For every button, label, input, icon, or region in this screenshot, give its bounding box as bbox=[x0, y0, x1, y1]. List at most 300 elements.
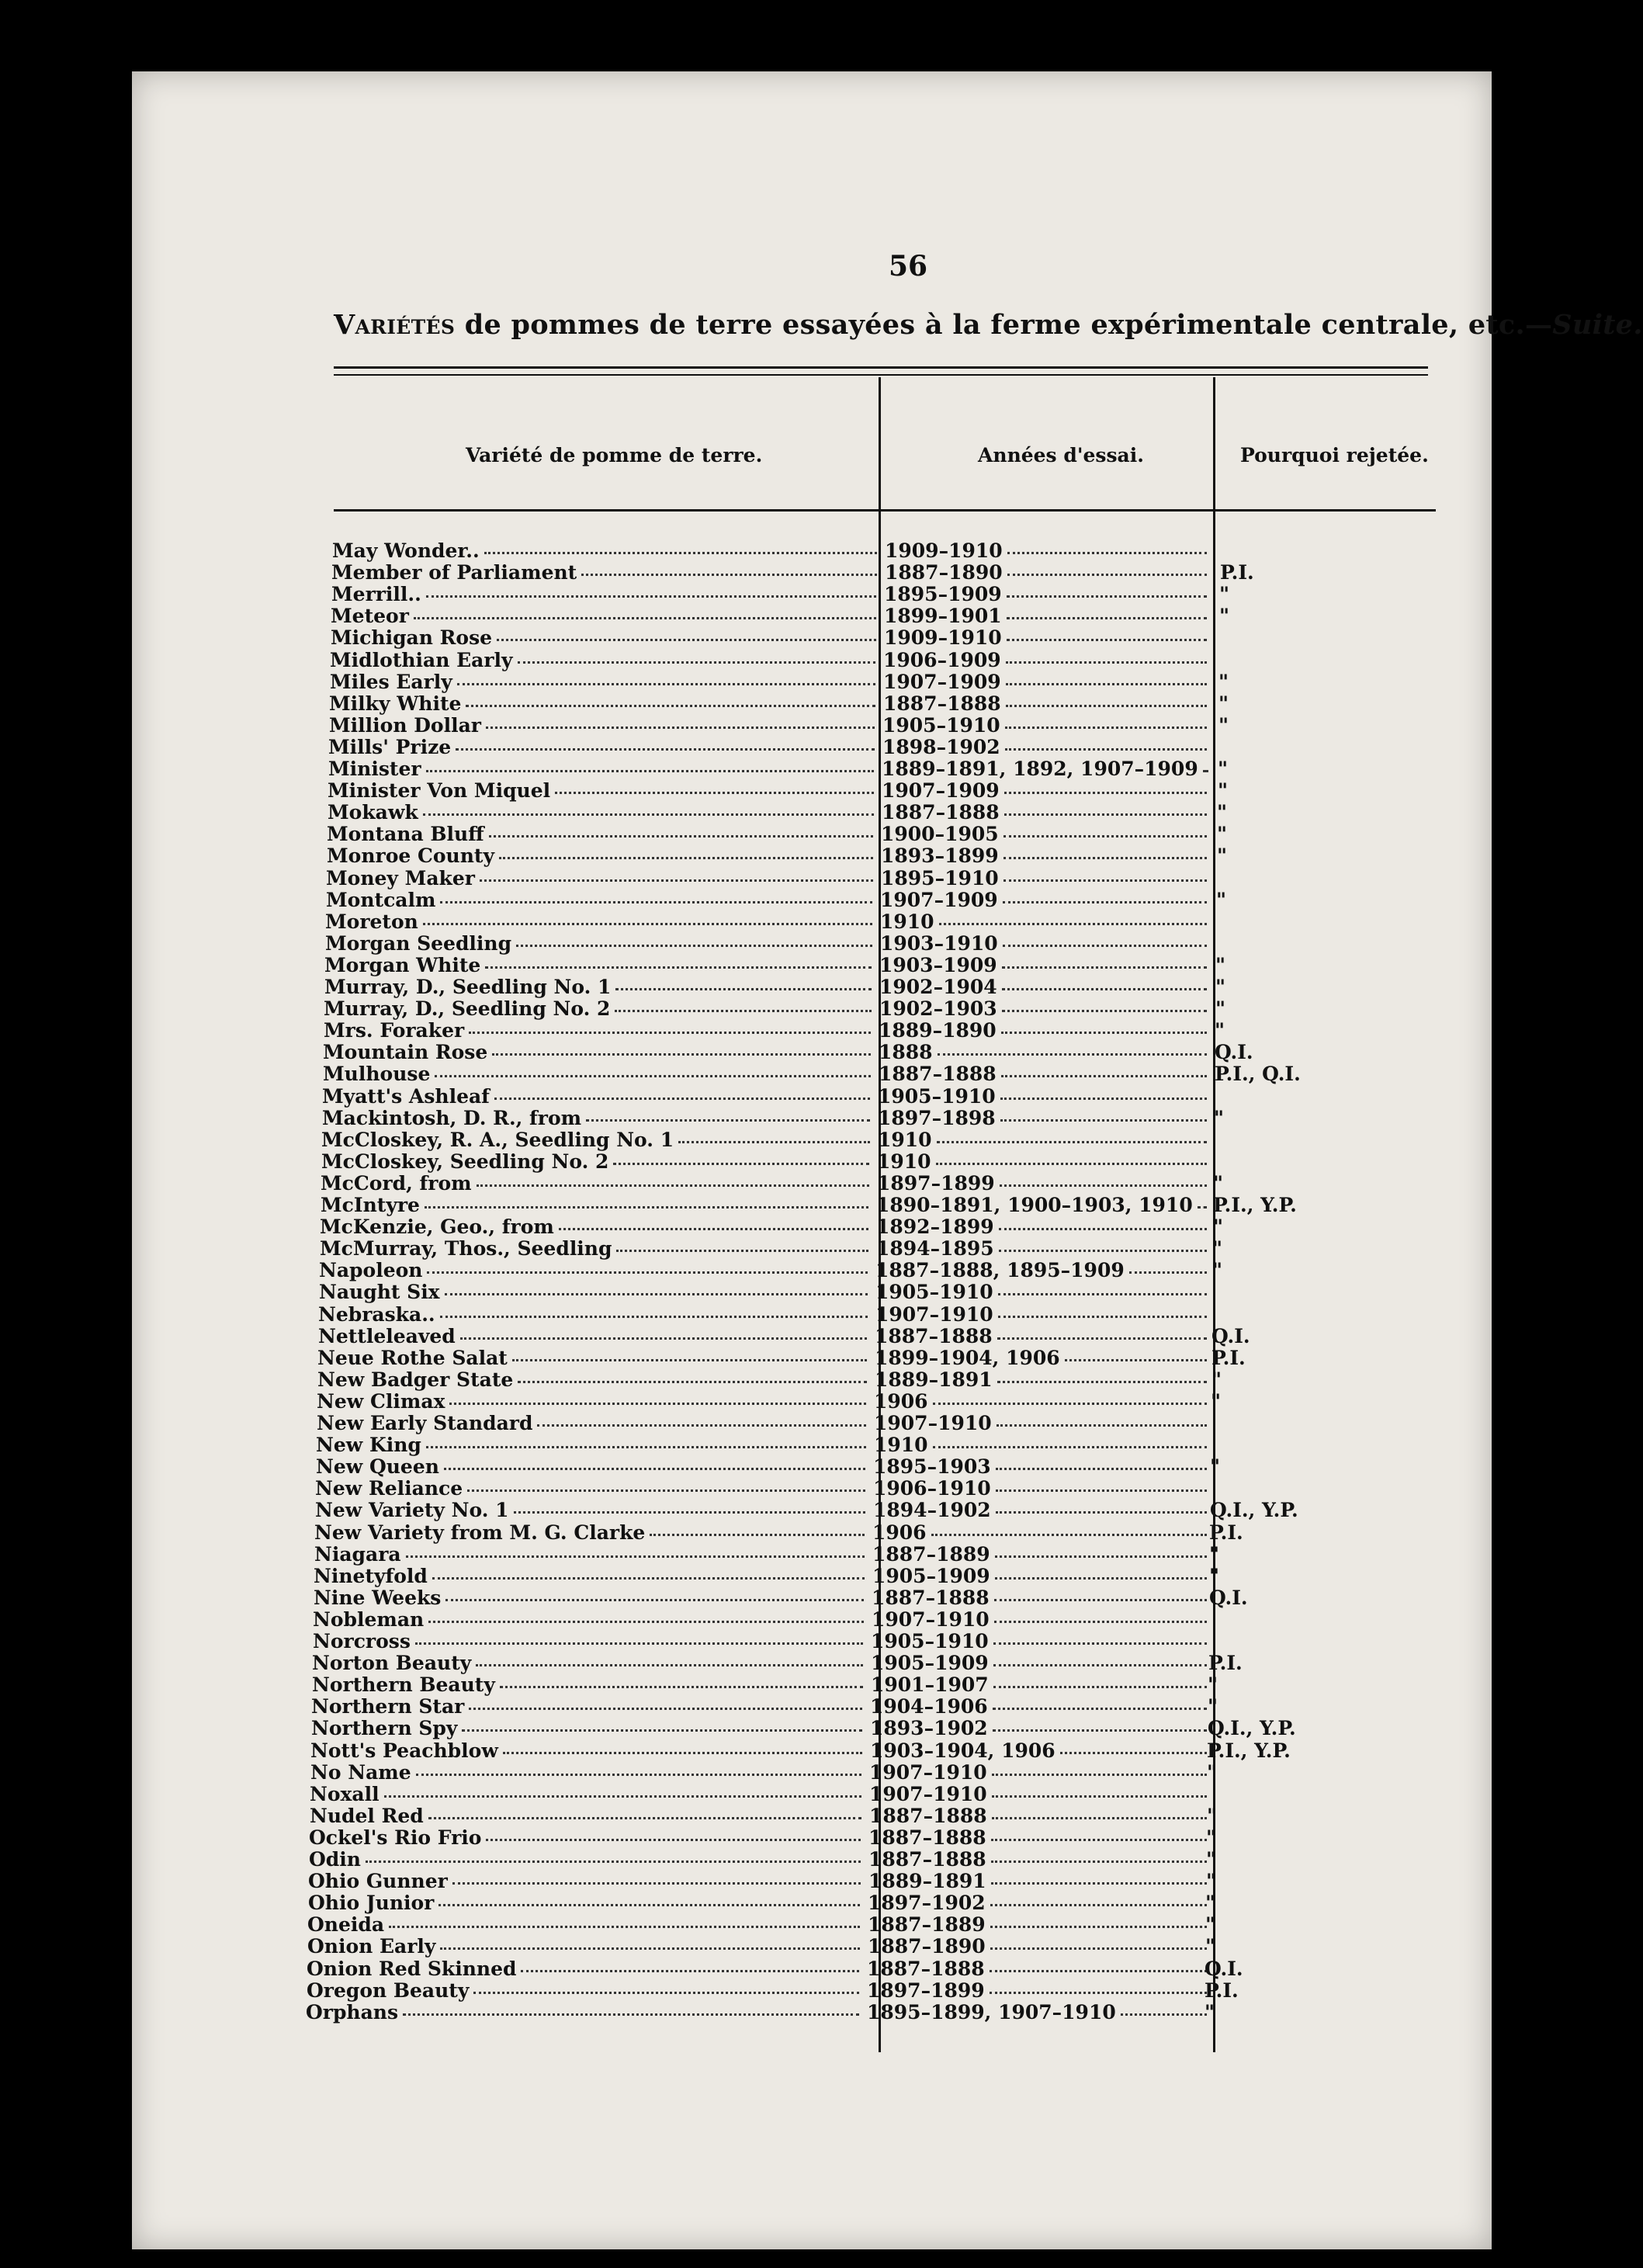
table-row bbox=[0, 1150, 1397, 1172]
table-row bbox=[0, 1652, 1397, 1673]
rejection-reason: " bbox=[1205, 1935, 1216, 1958]
leader-dots bbox=[933, 1403, 1207, 1405]
rejection-reason: P.I., Y.P. bbox=[1213, 1194, 1297, 1216]
leader-dots bbox=[425, 1206, 868, 1209]
trial-years: 1887–1889 bbox=[868, 1913, 986, 1937]
leader-dots bbox=[991, 1861, 1207, 1863]
leader-dots bbox=[993, 1708, 1207, 1710]
leader-dots bbox=[931, 1534, 1207, 1536]
variety-name: Northern Beauty bbox=[312, 1673, 495, 1697]
variety-name: Murray, D., Seedling No. 1 bbox=[324, 976, 612, 998]
trial-years: 1887–1890 bbox=[885, 561, 1003, 584]
leader-dots bbox=[937, 1141, 1207, 1143]
leader-dots bbox=[1007, 552, 1207, 554]
leader-dots bbox=[997, 1424, 1207, 1427]
variety-name: Oregon Beauty bbox=[307, 1978, 470, 2002]
table-row bbox=[0, 649, 1397, 671]
table-row bbox=[0, 1477, 1397, 1499]
leader-dots bbox=[938, 1053, 1207, 1056]
leader-dots bbox=[1006, 683, 1207, 685]
table-row bbox=[0, 889, 1397, 910]
trial-years: 1887–1888 bbox=[868, 1826, 986, 1849]
leader-dots bbox=[440, 1947, 860, 1950]
table-row bbox=[0, 1412, 1397, 1434]
leader-dots bbox=[992, 1795, 1207, 1798]
table-row bbox=[0, 910, 1397, 932]
leader-dots bbox=[514, 1511, 865, 1514]
leader-dots bbox=[1006, 705, 1207, 707]
leader-dots bbox=[423, 923, 872, 925]
leader-dots bbox=[1004, 792, 1207, 794]
trial-years: 1889–1891 bbox=[875, 1368, 993, 1391]
leader-dots bbox=[416, 1774, 861, 1776]
rejection-reason: " bbox=[1212, 1259, 1223, 1282]
rejection-reason: " bbox=[1213, 1215, 1224, 1239]
variety-name: Ockel's Rio Frio bbox=[309, 1826, 482, 1849]
leader-dots bbox=[996, 1489, 1207, 1492]
variety-name: Nott's Peachblow bbox=[310, 1739, 498, 1762]
table-row bbox=[0, 779, 1397, 801]
leader-dots bbox=[1000, 1184, 1207, 1187]
variety-name: Milky White bbox=[329, 692, 462, 715]
variety-name: Morgan White bbox=[324, 953, 481, 976]
rejection-reason: " bbox=[1215, 997, 1226, 1021]
trial-years: 1887–1888, 1895–1909 bbox=[875, 1259, 1125, 1282]
table-row bbox=[0, 976, 1397, 997]
leader-dots bbox=[512, 1359, 867, 1361]
leader-dots bbox=[457, 683, 875, 685]
trial-years: 1907–1910 bbox=[869, 1782, 987, 1805]
variety-name: New Queen bbox=[316, 1455, 439, 1479]
variety-name: Midlothian Early bbox=[330, 648, 513, 671]
variety-name: Meteor bbox=[331, 605, 409, 628]
leader-dots bbox=[559, 1228, 868, 1230]
trial-years: 1907–1909 bbox=[880, 888, 998, 911]
leader-dots bbox=[462, 1729, 862, 1732]
trial-years: 1906 bbox=[874, 1389, 928, 1413]
leader-dots bbox=[440, 1316, 868, 1318]
leader-dots bbox=[615, 988, 872, 990]
variety-name: Moreton bbox=[325, 910, 418, 933]
trial-years: 1907–1910 bbox=[872, 1607, 990, 1631]
trial-years: 1899–1904, 1906 bbox=[875, 1346, 1060, 1369]
table-row bbox=[0, 1870, 1397, 1892]
rejection-reason: " bbox=[1218, 779, 1229, 803]
leader-dots bbox=[444, 1468, 865, 1470]
variety-name: Michigan Rose bbox=[331, 626, 493, 650]
leader-dots bbox=[1203, 770, 1207, 772]
title-suite: Suite. bbox=[1552, 309, 1643, 341]
trial-years: 1893–1902 bbox=[870, 1717, 988, 1740]
variety-name: Mackintosh, D. R., from bbox=[322, 1106, 582, 1129]
table-row bbox=[0, 1019, 1397, 1041]
rejection-reason: Q.I. bbox=[1205, 1957, 1243, 1980]
variety-name: Onion Red Skinned bbox=[307, 1957, 517, 1980]
rejection-reason: " bbox=[1215, 976, 1226, 998]
table-row bbox=[0, 1325, 1397, 1347]
table-row bbox=[0, 1215, 1397, 1237]
table-row bbox=[0, 1805, 1397, 1826]
rejection-reason: " bbox=[1208, 1695, 1218, 1718]
trial-years: 1892–1899 bbox=[876, 1215, 994, 1239]
variety-name: Morgan Seedling bbox=[325, 931, 512, 955]
variety-name: New Early Standard bbox=[317, 1412, 533, 1434]
leader-dots bbox=[518, 1381, 867, 1383]
trial-years: 1887–1888 bbox=[872, 1586, 990, 1609]
leader-dots bbox=[499, 857, 873, 859]
leader-dots bbox=[1001, 1032, 1207, 1034]
title-lead: Variétés bbox=[334, 309, 456, 341]
leader-dots bbox=[650, 1534, 865, 1536]
leader-dots bbox=[389, 1926, 860, 1928]
leader-dots bbox=[993, 1729, 1207, 1732]
rejection-reason: P.I. bbox=[1211, 1346, 1246, 1369]
leader-dots bbox=[426, 1446, 866, 1448]
table-row bbox=[0, 1521, 1397, 1543]
leader-dots bbox=[993, 1642, 1207, 1645]
rejection-reason: " bbox=[1218, 692, 1229, 715]
leader-dots bbox=[500, 1686, 863, 1688]
variety-name: New Variety No. 1 bbox=[315, 1499, 509, 1522]
trial-years: 1900–1905 bbox=[881, 823, 999, 846]
leader-dots bbox=[999, 1228, 1207, 1230]
variety-name: Oneida bbox=[307, 1913, 385, 1937]
table-row bbox=[0, 997, 1397, 1019]
variety-name: Money Maker bbox=[326, 866, 475, 890]
rejection-reason: " bbox=[1207, 1760, 1218, 1784]
variety-name: Neue Rothe Salat bbox=[317, 1346, 508, 1369]
variety-name: Minister bbox=[328, 758, 421, 780]
variety-name: Member of Parliament bbox=[331, 561, 577, 584]
rejection-reason: P.I. bbox=[1205, 1978, 1239, 2002]
trial-years: 1899–1901 bbox=[884, 605, 1002, 628]
trial-years: 1887–1888 bbox=[867, 1957, 985, 1980]
trial-years: 1905–1910 bbox=[871, 1630, 989, 1652]
trial-years: 1907–1910 bbox=[874, 1412, 992, 1434]
leader-dots bbox=[1003, 879, 1207, 882]
leader-dots bbox=[613, 1163, 869, 1165]
variety-name: Nine Weeks bbox=[314, 1586, 442, 1609]
rejection-reason: P.I., Q.I. bbox=[1215, 1063, 1301, 1086]
variety-name: Nebraska.. bbox=[318, 1302, 435, 1326]
table-row bbox=[0, 1499, 1397, 1521]
leader-dots bbox=[467, 1489, 865, 1492]
table-row bbox=[0, 954, 1397, 976]
variety-name: Minister Von Miquel bbox=[328, 779, 551, 803]
rejection-reason: P.I. bbox=[1209, 1521, 1243, 1544]
rejection-reason: " bbox=[1206, 1826, 1217, 1849]
title-main: de pommes de terre essayées à la ferme expérimentale centrale, etc.— bbox=[455, 309, 1553, 341]
table-row bbox=[0, 867, 1397, 889]
trial-years: 1906–1910 bbox=[873, 1477, 991, 1500]
leader-dots bbox=[998, 1293, 1207, 1295]
leader-dots bbox=[521, 1970, 859, 1972]
rejection-reason: " bbox=[1205, 2000, 1215, 2024]
variety-name: Noxall bbox=[310, 1782, 380, 1805]
leader-dots bbox=[477, 1184, 869, 1187]
rejection-reason: " bbox=[1205, 1913, 1216, 1937]
leader-dots bbox=[997, 1381, 1207, 1383]
rejection-reason: " bbox=[1218, 670, 1229, 693]
leader-dots bbox=[432, 1577, 865, 1580]
trial-years: 1888 bbox=[879, 1041, 933, 1064]
leader-dots bbox=[426, 595, 876, 598]
rejection-reason: " bbox=[1205, 1892, 1216, 1915]
trial-years: 1903–1910 bbox=[880, 931, 998, 955]
rejection-reason: " bbox=[1209, 1542, 1220, 1566]
leader-dots bbox=[414, 617, 876, 619]
leader-dots bbox=[438, 1904, 860, 1906]
table-row bbox=[0, 1958, 1397, 1979]
trial-years: 1907–1910 bbox=[869, 1760, 987, 1784]
variety-name: Northern Star bbox=[311, 1695, 465, 1718]
leader-dots bbox=[1005, 748, 1207, 751]
variety-name: Norcross bbox=[313, 1630, 411, 1652]
leader-dots bbox=[480, 879, 873, 882]
table-row bbox=[0, 1935, 1397, 1957]
leader-dots bbox=[995, 1555, 1207, 1558]
trial-years: 1910 bbox=[877, 1150, 931, 1173]
leader-dots bbox=[445, 1293, 868, 1295]
rejection-reason: " bbox=[1219, 605, 1230, 628]
rejection-reason: " bbox=[1213, 1171, 1224, 1195]
leader-dots bbox=[476, 1664, 863, 1666]
table-row bbox=[0, 1237, 1397, 1259]
rejection-reason: Q.I. bbox=[1209, 1586, 1248, 1609]
leader-dots bbox=[994, 1621, 1207, 1623]
leader-dots bbox=[586, 1119, 870, 1122]
trial-years: 1910 bbox=[878, 1128, 932, 1151]
table-row bbox=[0, 539, 1397, 561]
leader-dots bbox=[486, 727, 875, 729]
table-row bbox=[0, 1608, 1397, 1630]
table-row bbox=[0, 1434, 1397, 1455]
trial-years: 1906–1909 bbox=[883, 648, 1001, 671]
trial-years: 1889–1891 bbox=[868, 1870, 986, 1893]
rejection-reason: Q.I. bbox=[1215, 1041, 1253, 1064]
leader-dots bbox=[485, 966, 872, 969]
rejection-reason: " bbox=[1209, 1564, 1220, 1587]
trial-years: 1887–1888 bbox=[883, 692, 1001, 715]
variety-name: Norton Beauty bbox=[312, 1652, 472, 1675]
table-row bbox=[0, 823, 1397, 844]
trial-years: 1905–1910 bbox=[875, 1281, 993, 1304]
variety-name: New King bbox=[316, 1434, 421, 1457]
trial-years: 1887–1888 bbox=[882, 801, 1000, 824]
rejection-reason: " bbox=[1212, 1237, 1223, 1261]
table-row bbox=[0, 1390, 1397, 1412]
variety-name: McMurray, Thos., Seedling bbox=[320, 1237, 612, 1261]
table-row bbox=[0, 1347, 1397, 1368]
leader-dots bbox=[489, 835, 873, 837]
leader-dots bbox=[996, 1468, 1207, 1470]
trial-years: 1902–1904 bbox=[879, 976, 997, 998]
leader-dots bbox=[403, 2013, 859, 2016]
leader-dots bbox=[492, 1053, 871, 1056]
leader-dots bbox=[1001, 1075, 1207, 1077]
variety-name: New Reliance bbox=[315, 1477, 463, 1500]
variety-name: McCord, from bbox=[321, 1171, 472, 1195]
table-row bbox=[0, 1543, 1397, 1565]
variety-name: Northern Spy bbox=[311, 1717, 458, 1740]
rejection-reason: " bbox=[1217, 801, 1228, 824]
leader-dots bbox=[678, 1141, 870, 1143]
leader-dots bbox=[1000, 1098, 1207, 1100]
rejection-reason: P.I. bbox=[1220, 561, 1254, 584]
header-rule bbox=[334, 509, 1436, 512]
header-variety: Variété de pomme de terre. bbox=[466, 444, 763, 466]
trial-years: 1895–1910 bbox=[881, 866, 999, 890]
trial-years: 1909–1910 bbox=[885, 539, 1003, 562]
leader-dots bbox=[1003, 945, 1207, 947]
variety-name: Onion Early bbox=[307, 1935, 436, 1958]
table-row bbox=[0, 932, 1397, 954]
rejection-reason: " bbox=[1216, 888, 1227, 911]
leader-dots bbox=[1002, 1010, 1207, 1012]
leader-dots bbox=[1065, 1359, 1207, 1361]
variety-name: McIntyre bbox=[321, 1194, 420, 1216]
leader-dots bbox=[1000, 1119, 1207, 1122]
trial-years: 1910 bbox=[880, 910, 934, 933]
trial-years: 1895–1899, 1907–1910 bbox=[867, 2000, 1116, 2024]
header-years: Années d'essai. bbox=[978, 444, 1144, 466]
leader-dots bbox=[990, 1947, 1207, 1950]
trial-years: 1897–1898 bbox=[878, 1106, 996, 1129]
table-row bbox=[0, 714, 1397, 736]
variety-name: Orphans bbox=[306, 2000, 399, 2024]
trial-years: 1901–1907 bbox=[871, 1673, 989, 1697]
leader-dots bbox=[939, 923, 1207, 925]
rejection-reason: " bbox=[1206, 1848, 1217, 1871]
table-row bbox=[0, 1129, 1397, 1150]
variety-name: New Variety from M. G. Clarke bbox=[314, 1521, 646, 1544]
table-row bbox=[0, 626, 1397, 648]
trial-years: 1904–1906 bbox=[870, 1695, 988, 1718]
leader-dots bbox=[452, 1882, 861, 1885]
leader-dots bbox=[1007, 595, 1207, 598]
leader-dots bbox=[415, 1642, 863, 1645]
leader-dots bbox=[449, 1403, 866, 1405]
trial-years: 1907–1910 bbox=[875, 1302, 993, 1326]
trial-years: 1894–1902 bbox=[873, 1499, 991, 1522]
variety-name: McKenzie, Geo., from bbox=[320, 1215, 554, 1239]
rejection-reason: " bbox=[1210, 1455, 1221, 1479]
table-row bbox=[0, 1979, 1397, 2001]
variety-name: McCloskey, Seedling No. 2 bbox=[321, 1150, 609, 1173]
trial-years: 1887–1888 bbox=[879, 1063, 997, 1086]
trial-years: 1907–1909 bbox=[883, 670, 1001, 693]
trial-years: 1890–1891, 1900–1903, 1910 bbox=[876, 1194, 1193, 1216]
rejection-reason: " bbox=[1214, 1106, 1225, 1129]
leader-dots bbox=[992, 1817, 1207, 1819]
rejection-reason: " bbox=[1211, 1368, 1222, 1391]
leader-dots bbox=[1121, 2013, 1207, 2016]
trial-years: 1887–1888 bbox=[875, 1324, 993, 1347]
rejection-reason: " bbox=[1218, 713, 1229, 737]
leader-dots bbox=[406, 1555, 865, 1558]
table-row bbox=[0, 671, 1397, 692]
table-row bbox=[0, 1085, 1397, 1107]
variety-name: Napoleon bbox=[319, 1259, 423, 1282]
table-row bbox=[0, 758, 1397, 779]
variety-name: Nettleleaved bbox=[318, 1324, 456, 1347]
trial-years: 1910 bbox=[874, 1434, 928, 1457]
table-row bbox=[0, 1281, 1397, 1302]
variety-name: McCloskey, R. A., Seedling No. 1 bbox=[321, 1128, 674, 1151]
table-row bbox=[0, 2001, 1397, 2023]
variety-name: Nudel Red bbox=[310, 1804, 424, 1827]
trial-years: 1887–1888 bbox=[868, 1848, 986, 1871]
variety-name: New Badger State bbox=[317, 1368, 514, 1391]
table-row bbox=[0, 736, 1397, 758]
leader-dots bbox=[469, 1032, 871, 1034]
leader-dots bbox=[426, 770, 874, 772]
table-row bbox=[0, 1455, 1397, 1477]
leader-dots bbox=[1006, 661, 1207, 664]
leader-dots bbox=[991, 1839, 1207, 1841]
leader-dots bbox=[518, 661, 875, 664]
table-row bbox=[0, 1172, 1397, 1194]
leader-dots bbox=[1198, 1206, 1207, 1209]
variety-name: Myatt's Ashleaf bbox=[322, 1084, 490, 1108]
variety-name: Ninetyfold bbox=[314, 1564, 428, 1587]
trial-years: 1895–1903 bbox=[873, 1455, 991, 1479]
leader-dots bbox=[428, 1817, 861, 1819]
leader-dots bbox=[469, 1708, 862, 1710]
leader-dots bbox=[1004, 813, 1207, 816]
leader-dots bbox=[1003, 835, 1207, 837]
trial-years: 1887–1890 bbox=[868, 1935, 986, 1958]
leader-dots bbox=[1003, 901, 1207, 903]
table-row bbox=[0, 1063, 1397, 1084]
variety-name: Merrill.. bbox=[331, 583, 421, 606]
trial-years: 1905–1910 bbox=[882, 713, 1000, 737]
trial-years: 1907–1909 bbox=[882, 779, 1000, 803]
trial-years: 1909–1910 bbox=[884, 626, 1002, 650]
title-rule bbox=[334, 366, 1428, 369]
leader-dots bbox=[990, 1904, 1207, 1906]
table-row bbox=[0, 844, 1397, 866]
leader-dots bbox=[555, 792, 874, 794]
leader-dots bbox=[1060, 1752, 1207, 1754]
table-row bbox=[0, 1303, 1397, 1325]
trial-years: 1887–1888 bbox=[869, 1804, 987, 1827]
table-row bbox=[0, 1587, 1397, 1608]
leader-dots bbox=[486, 1839, 861, 1841]
header-reason: Pourquoi rejetée. bbox=[1240, 444, 1429, 466]
table-row bbox=[0, 801, 1397, 823]
trial-years: 1905–1910 bbox=[878, 1084, 996, 1108]
table-title bbox=[334, 309, 1643, 341]
title-rule-thin bbox=[334, 374, 1428, 376]
leader-dots bbox=[503, 1752, 862, 1754]
leader-dots bbox=[1007, 617, 1207, 619]
trial-years: 1902–1903 bbox=[879, 997, 997, 1021]
variety-name: Mountain Rose bbox=[323, 1041, 488, 1064]
leader-dots bbox=[423, 813, 874, 816]
leader-dots bbox=[999, 1250, 1207, 1252]
table-row bbox=[0, 605, 1397, 626]
leader-dots bbox=[460, 1337, 867, 1340]
variety-name: Ohio Junior bbox=[308, 1892, 435, 1915]
trial-years: 1895–1909 bbox=[884, 583, 1002, 606]
rejection-reason: " bbox=[1217, 823, 1228, 846]
table-row bbox=[0, 1673, 1397, 1695]
variety-name: Million Dollar bbox=[329, 713, 481, 737]
variety-name: Murray, D., Seedling No. 2 bbox=[324, 997, 611, 1021]
leader-dots bbox=[994, 1599, 1207, 1601]
leader-dots bbox=[484, 552, 877, 554]
